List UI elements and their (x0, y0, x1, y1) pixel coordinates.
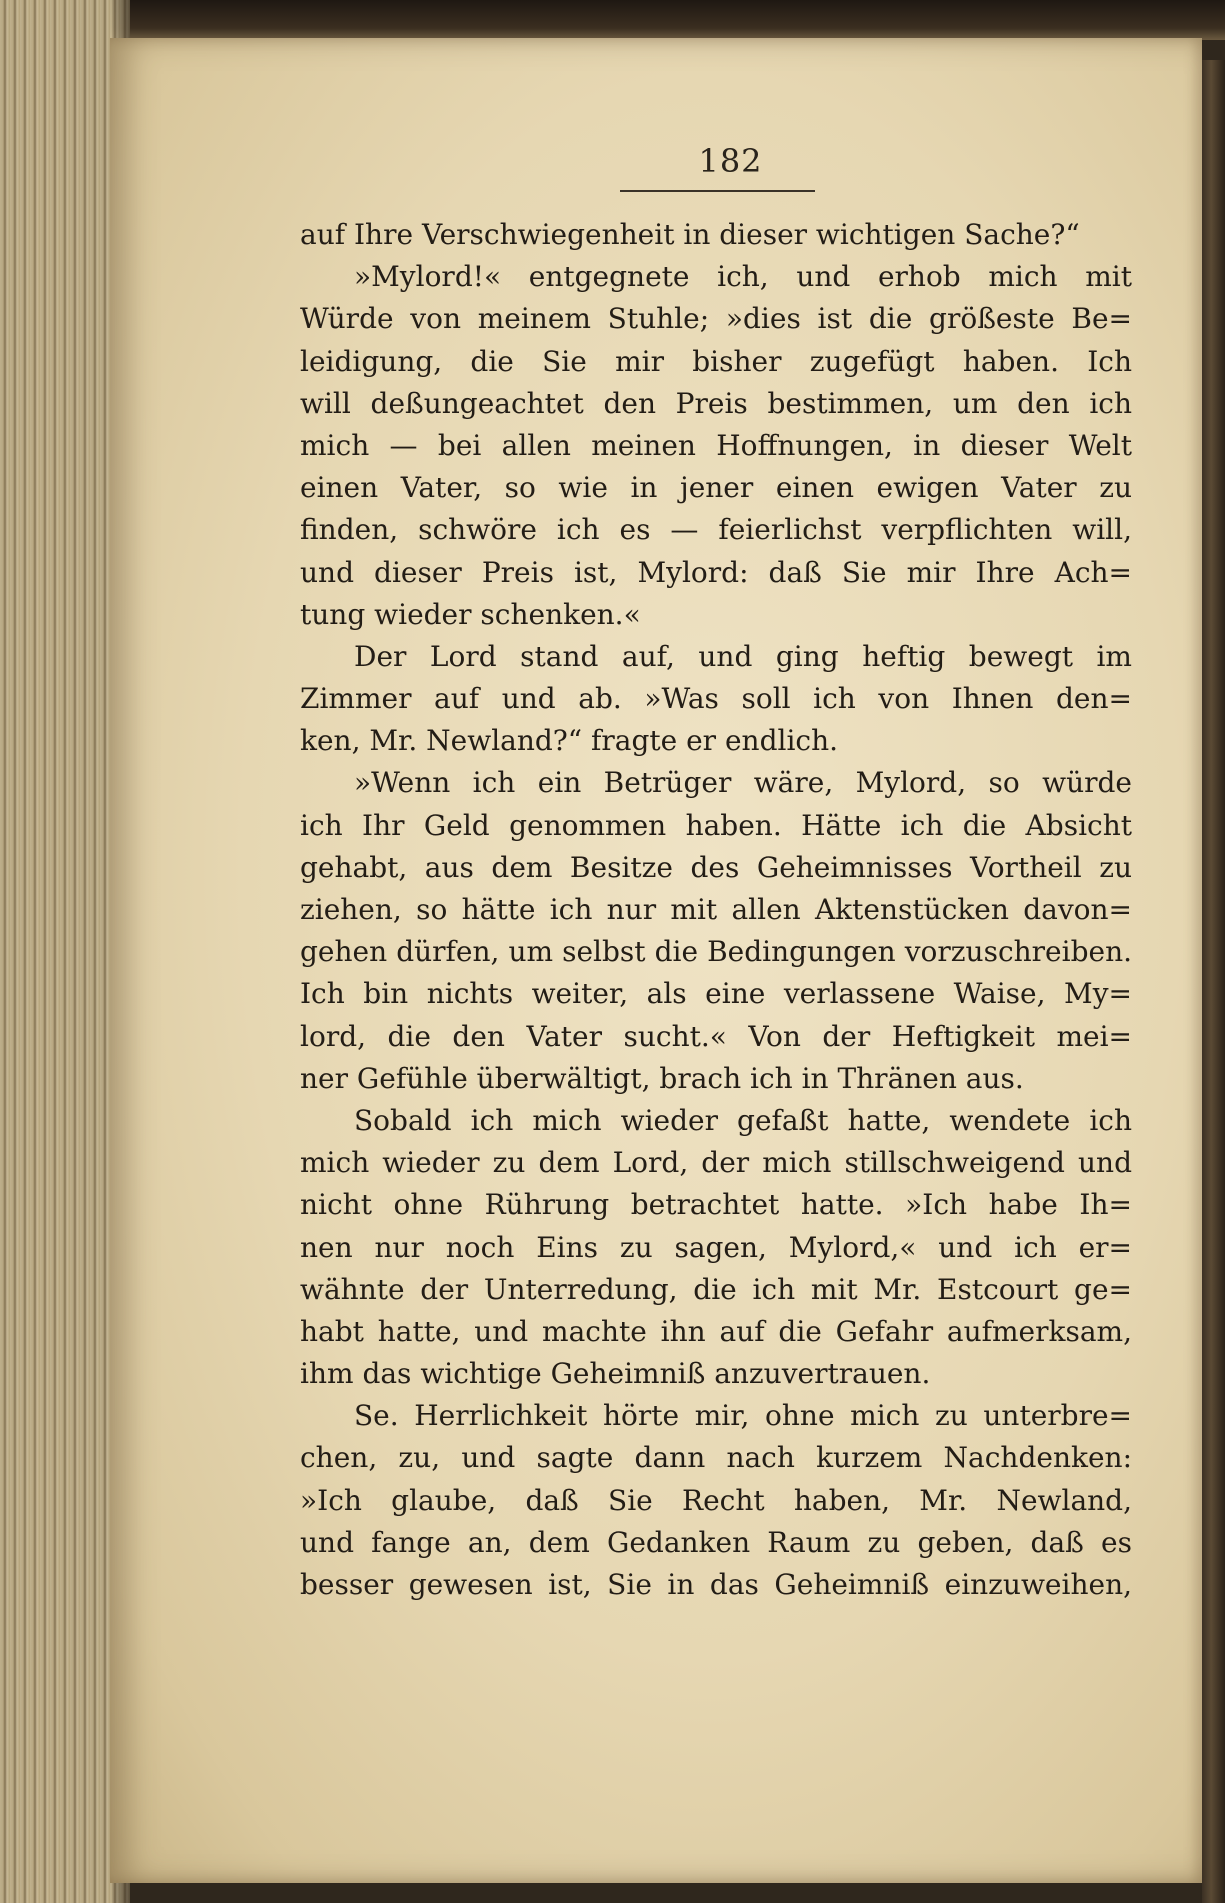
text-line: nen nur noch Eins zu sagen, Mylord,« und ich er= (300, 1230, 1132, 1264)
text-line: leidigung, die Sie mir bisher zugefügt haben. Ich (300, 344, 1132, 378)
text-line: chen, zu, und sagte dann nach kurzem Nachdenken: (300, 1441, 1132, 1475)
text-line: lord, die den Vater sucht.« Von der Heftigkeit mei= (300, 1019, 1132, 1053)
text-line: Se. Herrlichkeit hörte mir, ohne mich zu unterbre= (354, 1399, 1132, 1433)
text-line: einen Vater, so wie in jener einen ewigen Vater zu (300, 471, 1132, 505)
header-rule (620, 190, 815, 192)
text-line: finden, schwöre ich es — feierlichst verpflichten will, (300, 513, 1132, 547)
text-line: Der Lord stand auf, und ging heftig bewegt im (354, 639, 1132, 673)
text-line: tung wieder schenken.« (300, 597, 641, 631)
book-right-edge (1202, 60, 1225, 1903)
text-line: »Wenn ich ein Betrüger wäre, Mylord, so würde (354, 766, 1132, 800)
text-line: ich Ihr Geld genommen haben. Hätte ich die Absicht (300, 808, 1132, 842)
text-line: ziehen, so hätte ich nur mit allen Aktenstücken davon= (300, 893, 1132, 926)
text-line: mich wieder zu dem Lord, der mich stillschweigend und (300, 1146, 1132, 1180)
text-line: »Mylord!« entgegnete ich, und erhob mich mit (354, 260, 1132, 294)
text-line: gehen dürfen, um selbst die Bedingungen vorzuschreiben. (300, 935, 1132, 969)
text-line: habt hatte, und machte ihn auf die Gefahr aufmerksam, (300, 1314, 1132, 1348)
text-line: mich — bei allen meinen Hoffnungen, in dieser Welt (300, 428, 1132, 462)
text-line: und dieser Preis ist, Mylord: daß Sie mir Ihre Ach= (300, 555, 1132, 589)
text-line: auf Ihre Verschwiegenheit in dieser wichtigen Sache?“ (300, 218, 1080, 251)
text-line: nicht ohne Rührung betrachtet hatte. »Ich habe Ih= (300, 1188, 1132, 1222)
text-line: Zimmer auf und ab. »Was soll ich von Ihnen den= (300, 682, 1132, 716)
text-line: wähnte der Unterredung, die ich mit Mr. Estcourt ge= (300, 1272, 1132, 1306)
text-line: ner Gefühle überwältigt, brach ich in Thränen aus. (300, 1061, 1024, 1095)
text-line: ihm das wichtige Geheimniß anzuvertrauen. (300, 1357, 931, 1391)
page-text-body (300, 214, 1132, 1606)
text-line: will deßungeachtet den Preis bestimmen, um den ich (300, 386, 1132, 420)
text-line: Würde von meinem Stuhle; »dies ist die größeste Be= (300, 302, 1132, 336)
page-number (0, 142, 1225, 180)
text-line: »Ich glaube, daß Sie Recht haben, Mr. Newland, (300, 1483, 1132, 1517)
text-line: gehabt, aus dem Besitze des Geheimnisses Vortheil zu (300, 850, 1132, 884)
text-line: Sobald ich mich wieder gefaßt hatte, wendete ich (354, 1103, 1132, 1137)
text-line: besser gewesen ist, Sie in das Geheimniß einzuweihen, (300, 1568, 1132, 1601)
text-line: Ich bin nichts weiter, als eine verlassene Waise, My= (300, 977, 1132, 1011)
page-number-text: 182 (698, 142, 763, 180)
text-line: und fange an, dem Gedanken Raum zu geben, daß es (300, 1525, 1132, 1559)
book-top-edge (110, 0, 1225, 40)
text-line: ken, Mr. Newland?“ fragte er endlich. (300, 724, 839, 758)
